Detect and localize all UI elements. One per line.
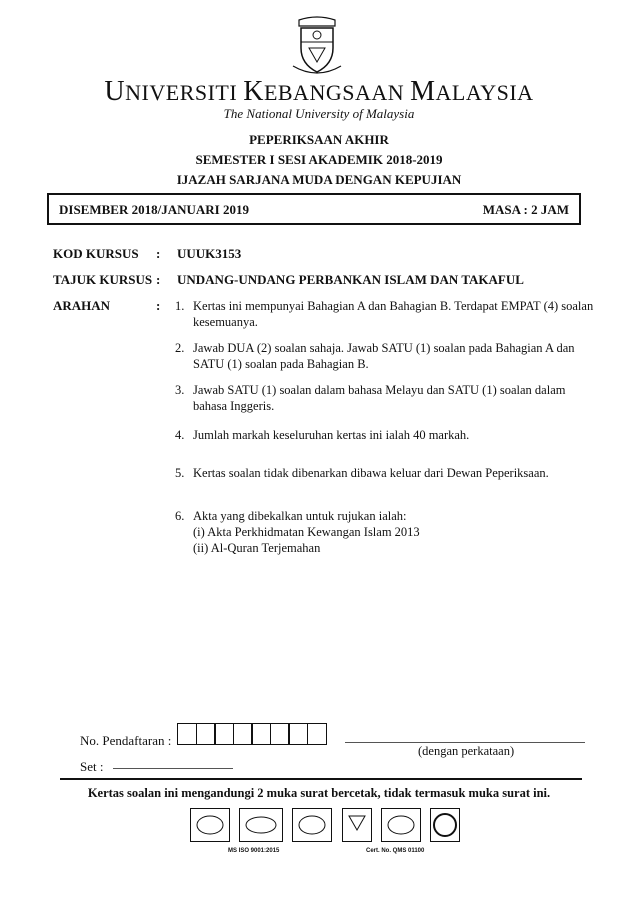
instruction-text: Kertas ini mempunyai Bahagian A dan Bahagian B. Terdapat EMPAT (4) soalan kesemuanya. [193,299,594,329]
semester-line: SEMESTER I SESI AKADEMIK 2018-2019 [195,152,443,167]
registration-number-boxes[interactable] [177,723,325,745]
registration-digit-box[interactable] [270,723,290,745]
instruction-item [175,465,595,481]
registration-digit-box[interactable] [233,723,253,745]
course-title: UNDANG-UNDANG PERBANKAN ISLAM DAN TAKAFUL [177,272,524,287]
university-crest-logo [289,14,345,78]
cert-number-text: Cert. No. QMS 01100 [366,848,425,854]
exam-title: PEPERIKSAAN AKHIR [249,132,389,147]
instruction-item [175,382,595,414]
set-input-line[interactable] [113,768,233,769]
colon: : [156,272,161,287]
iqnet-logo [430,808,460,842]
colon: : [156,246,161,261]
instruction-item [175,508,595,556]
course-title-label: TAJUK KURSUS [53,272,153,287]
instruction-text: Akta yang dibekalkan untuk rujukan ialah: [193,509,407,523]
instruction-text: Jumlah markah keseluruhan kertas ini ialah 40 markah. [193,428,470,442]
registration-digit-box[interactable] [307,723,327,745]
registration-words-line[interactable] [345,742,585,743]
instruction-number: 5. [175,466,185,480]
course-code-label: KOD KURSUS [53,246,139,261]
registration-digit-box[interactable] [251,723,271,745]
page-count-note: Kertas soalan ini mengandungi 2 muka surat bercetak, tidak termasuk muka surat ini. [87,786,551,800]
instruction-number: 1. [175,299,185,313]
instruction-text: Jawab DUA (2) soalan sahaja. Jawab SATU (1) soalan pada Bahagian A dan SATU (1) soalan pada Bahagian B. [193,341,575,371]
exam-date-box [47,193,581,225]
certification-logos [190,808,460,844]
instruction-number: 2. [175,341,185,355]
registration-digit-box[interactable] [196,723,216,745]
registration-digit-box[interactable] [177,723,197,745]
quality-system-logo [190,808,230,842]
instruction-text: Kertas soalan tidak dibenarkan dibawa keluar dari Dewan Peperiksaan. [193,466,549,480]
instruction-text: Jawab SATU (1) soalan dalam bahasa Melayu dan SATU (1) soalan dalam bahasa Inggeris. [193,383,566,413]
instruction-number: 6. [175,509,185,523]
instruction-item [175,340,595,372]
quality-system-logo [381,808,421,842]
colon: : [156,298,161,313]
instruction-subitem: (i) Akta Perkhidmatan Kewangan Islam 2013 [193,525,420,539]
instruction-item [175,298,595,330]
registration-label: No. Pendaftaran : [80,733,172,748]
instructions-label: ARAHAN [53,298,111,313]
course-code: UUUK3153 [177,246,242,261]
registration-digit-box[interactable] [288,723,308,745]
registration-digit-box[interactable] [214,723,234,745]
quality-system-logo [292,808,332,842]
exam-duration: MASA : 2 JAM [482,202,569,217]
university-name: UNIVERSITI KEBANGSAAN MALAYSIA [104,76,534,107]
standard-logo [239,808,283,842]
instruction-number: 4. [175,428,185,442]
instruction-item [175,427,595,443]
degree-line: IJAZAH SARJANA MUDA DENGAN KEPUJIAN [176,172,462,187]
instruction-number: 3. [175,383,185,397]
iso-certificate-text: MS ISO 9001:2015 [228,848,280,854]
ukas-logo [342,808,372,842]
instruction-subitem: (ii) Al-Quran Terjemahan [193,541,321,555]
exam-date: DISEMBER 2018/JANUARI 2019 [59,202,249,217]
registration-words-note: (dengan perkataan) [418,744,515,758]
set-label: Set : [80,759,104,774]
footer-divider [60,778,582,780]
university-name-english: The National University of Malaysia [223,106,415,121]
